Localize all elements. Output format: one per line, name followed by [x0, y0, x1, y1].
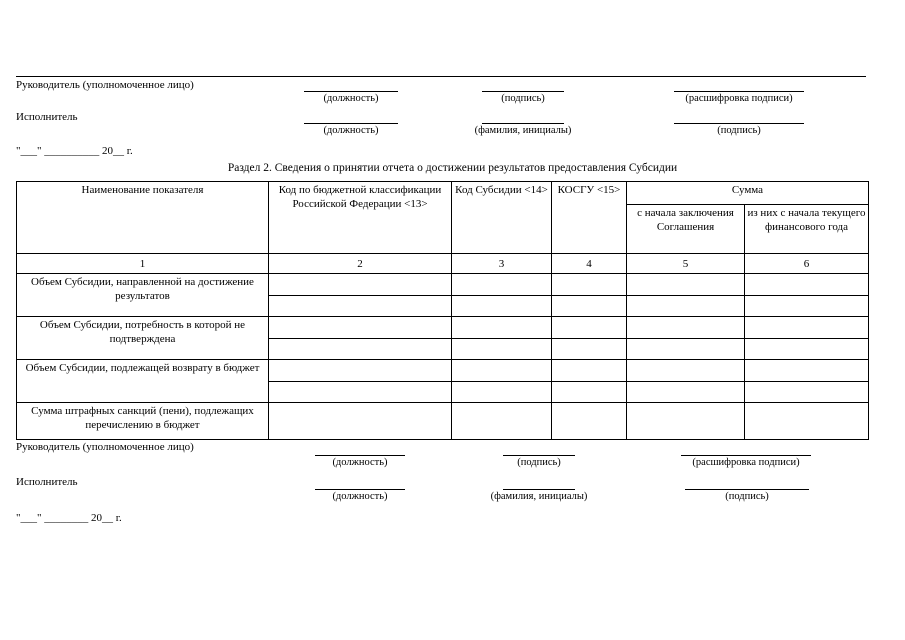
top-executor-signature-caption: (подпись): [717, 125, 761, 136]
bottom-executor-name-caption: (фамилия, инициалы): [490, 491, 588, 502]
header-kosgu: КОСГУ <15>: [552, 182, 627, 254]
table-cell: [627, 403, 745, 440]
table-cell: [552, 274, 627, 296]
bottom-manager-signature-line: [503, 455, 575, 456]
table-cell: [627, 360, 745, 382]
top-manager-position-line: [304, 91, 398, 92]
table-cell: [745, 274, 869, 296]
table-row: [17, 360, 869, 382]
bottom-executor-position-caption: (должность): [332, 491, 388, 502]
bottom-manager-position-line: [315, 455, 405, 456]
table-cell: [269, 382, 452, 403]
bottom-manager-decoding-caption: (расшифровка подписи): [692, 457, 800, 468]
column-number: 6: [745, 254, 869, 274]
table-cell: [745, 339, 869, 360]
bottom-executor-position-line: [315, 489, 405, 490]
table-cell: [627, 274, 745, 296]
table-row: [17, 317, 869, 339]
top-executor-signature-line: [674, 123, 804, 124]
table-cell: [627, 382, 745, 403]
top-executor-name-line: [482, 123, 564, 124]
bottom-manager-position-caption: (должность): [332, 457, 388, 468]
header-budget-code: Код по бюджетной классификации Российской Федерации <13>: [269, 182, 452, 254]
table-cell: [745, 382, 869, 403]
table-cell: [627, 317, 745, 339]
top-rule: [16, 76, 866, 77]
table-cell: [552, 382, 627, 403]
row-label: Объем Субсидии, подлежащей возврату в бюджет: [17, 360, 269, 403]
table-cell: [552, 296, 627, 317]
top-manager-decoding-caption: (расшифровка подписи): [685, 93, 793, 104]
column-number: 2: [269, 254, 452, 274]
column-number: 3: [452, 254, 552, 274]
table-cell: [269, 403, 452, 440]
bottom-executor-signature-caption: (подпись): [725, 491, 769, 502]
header-subsidy-code: Код Субсидии <14>: [452, 182, 552, 254]
table-cell: [745, 296, 869, 317]
table-cell: [627, 296, 745, 317]
top-executor-name-caption: (фамилия, инициалы): [474, 125, 572, 136]
bottom-manager-label: Руководитель (уполномоченное лицо): [16, 441, 194, 453]
top-manager-decoding-line: [674, 91, 804, 92]
top-manager-signature-line: [482, 91, 564, 92]
table-cell: [627, 339, 745, 360]
table-row: [17, 274, 869, 296]
table-cell: [452, 360, 552, 382]
table-cell: [745, 317, 869, 339]
top-date-line: "___" __________ 20__ г.: [16, 145, 133, 157]
row-label: Объем Субсидии, направленной на достижение результатов: [17, 274, 269, 317]
table-row: [17, 403, 869, 440]
top-manager-position-caption: (должность): [323, 93, 379, 104]
table-cell: [552, 403, 627, 440]
report-table: [16, 181, 869, 440]
table-cell: [269, 360, 452, 382]
bottom-executor-name-line: [503, 489, 575, 490]
column-number: 4: [552, 254, 627, 274]
header-sum: Сумма: [627, 182, 869, 205]
table-cell: [552, 339, 627, 360]
table-cell: [745, 403, 869, 440]
section-title: Раздел 2. Сведения о принятии отчета о достижении результатов предоставления Субсидии: [227, 162, 678, 174]
column-number: 5: [627, 254, 745, 274]
table-cell: [269, 296, 452, 317]
header-sum-from-start: с начала заключения Соглашения: [627, 205, 745, 254]
bottom-date-line: "___" ________ 20__ г.: [16, 512, 122, 524]
table-cell: [452, 317, 552, 339]
table-cell: [452, 296, 552, 317]
top-executor-label: Исполнитель: [16, 111, 78, 123]
table-cell: [552, 360, 627, 382]
bottom-executor-label: Исполнитель: [16, 476, 78, 488]
bottom-manager-signature-caption: (подпись): [517, 457, 561, 468]
table-cell: [452, 274, 552, 296]
top-manager-label: Руководитель (уполномоченное лицо): [16, 79, 194, 91]
top-executor-position-caption: (должность): [323, 125, 379, 136]
row-label: Сумма штрафных санкций (пени), подлежащих перечислению в бюджет: [17, 403, 269, 440]
row-label: Объем Субсидии, потребность в которой не подтверждена: [17, 317, 269, 360]
bottom-manager-decoding-line: [681, 455, 811, 456]
table-cell: [552, 317, 627, 339]
top-manager-signature-caption: (подпись): [501, 93, 545, 104]
table-cell: [745, 360, 869, 382]
table-cell: [452, 339, 552, 360]
column-number: 1: [17, 254, 269, 274]
table-cell: [452, 382, 552, 403]
table-cell: [269, 274, 452, 296]
table-cell: [452, 403, 552, 440]
table-cell: [269, 339, 452, 360]
bottom-executor-signature-line: [685, 489, 809, 490]
header-sum-current-year: из них с начала текущего финансового года: [745, 205, 869, 254]
top-executor-position-line: [304, 123, 398, 124]
header-indicator: Наименование показателя: [17, 182, 269, 254]
table-cell: [269, 317, 452, 339]
